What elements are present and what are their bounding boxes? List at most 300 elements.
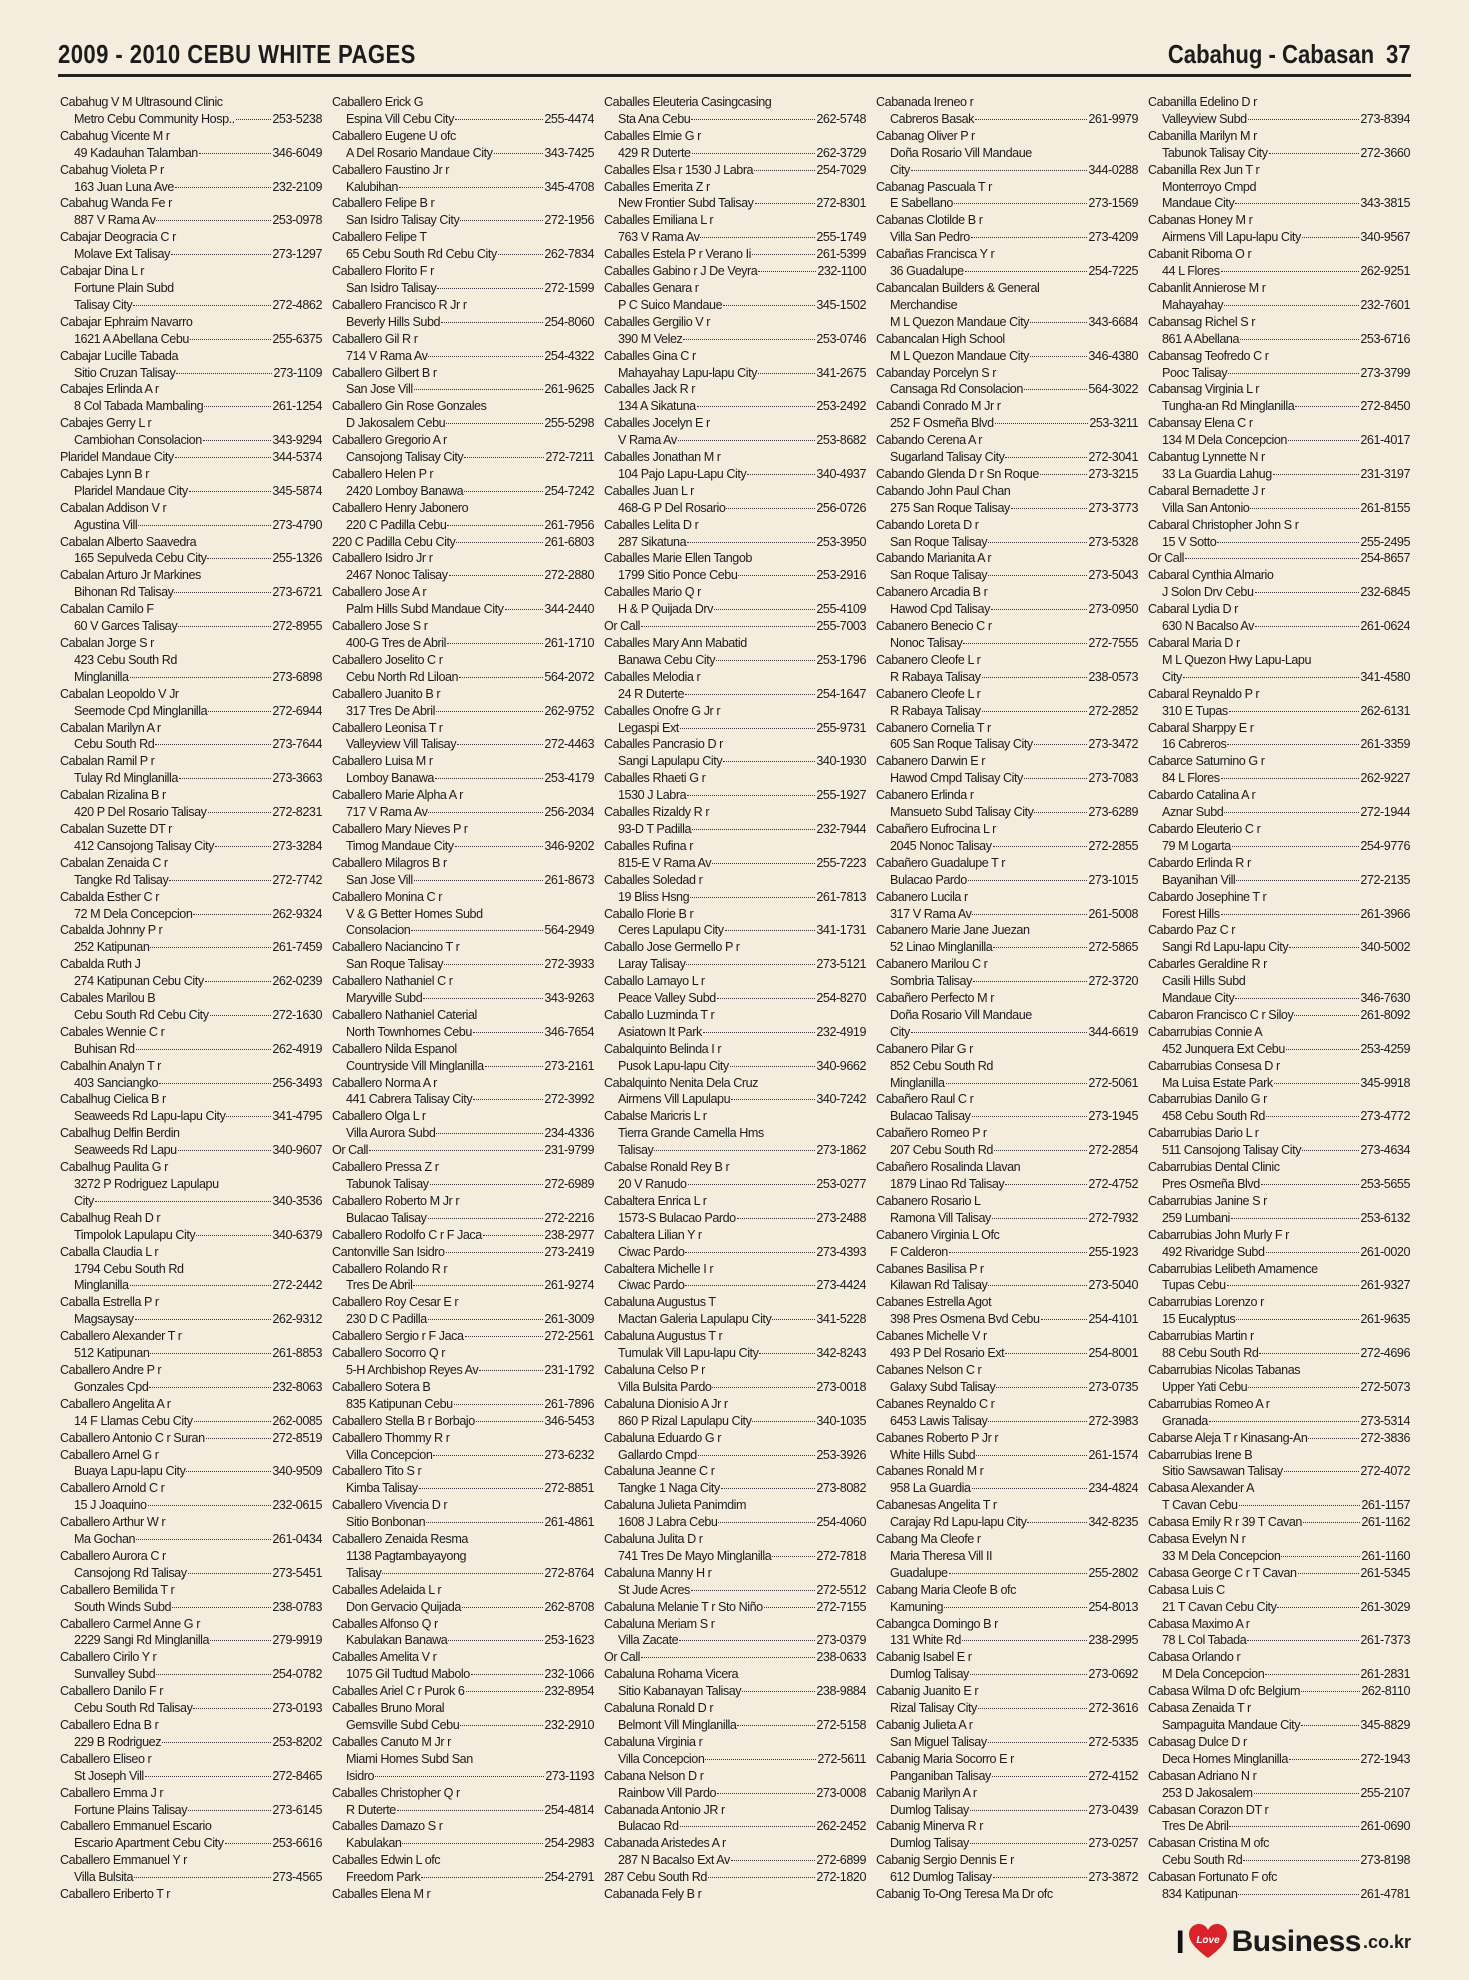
dot-leader — [455, 845, 544, 847]
listing-address: Buaya Lapu-lapu City — [74, 1464, 186, 1479]
listing-line — [332, 1277, 594, 1294]
listing-line — [1148, 111, 1410, 128]
phone-number: 273-8198 — [1360, 1853, 1410, 1868]
phone-number: 279-9919 — [272, 1633, 322, 1648]
dot-leader — [414, 879, 544, 881]
listing-entry — [876, 1531, 1138, 1582]
listing-name: Caballes Lelita D r — [604, 517, 699, 532]
listing-line — [332, 922, 594, 939]
listing-line — [332, 381, 594, 398]
phone-number: 272-6944 — [272, 703, 322, 718]
listing-line — [1148, 1176, 1410, 1193]
listing-entry — [332, 534, 594, 551]
dot-leader — [1221, 270, 1360, 272]
dot-leader — [498, 253, 544, 255]
phone-number — [816, 1903, 866, 1904]
listing-line — [604, 1210, 866, 1227]
phone-number: 232-0615 — [272, 1498, 322, 1513]
listing-line — [876, 804, 1138, 821]
dot-leader — [685, 1251, 815, 1253]
listing-address: Kimba Talisay — [346, 1481, 418, 1496]
listing-entry — [1148, 1125, 1410, 1159]
dot-leader — [1229, 710, 1360, 712]
listing-line — [332, 1227, 594, 1244]
listing-entry — [332, 1700, 594, 1734]
dot-leader — [1269, 152, 1360, 154]
listing-address: 400-G Tres de Abril — [346, 636, 446, 650]
dot-leader — [483, 1234, 544, 1236]
dot-leader — [226, 1115, 271, 1117]
listing-entry — [60, 1430, 322, 1447]
listing-address: 2420 Lomboy Banawa — [346, 483, 464, 498]
phone-number: 254-4814 — [544, 1802, 594, 1817]
phone-number: 253-8202 — [272, 1734, 322, 1749]
listing-name: Cantonville San Isidro — [332, 1244, 445, 1259]
listing-address: 275 San Roque Talisay — [890, 500, 1010, 515]
listing-entry — [1148, 1447, 1410, 1481]
listing-line — [604, 889, 866, 906]
listing-address: Bulacao Talisay — [890, 1109, 971, 1124]
listing-line — [604, 855, 866, 872]
listing-line — [332, 956, 594, 973]
listing-line — [1148, 1751, 1410, 1768]
phone-number: 273-5328 — [1088, 534, 1138, 549]
phone-number: 262-7834 — [544, 247, 594, 262]
listing-address: Tumulak Vill Lapu-lapu City — [618, 1346, 759, 1361]
phone-number: 238-0783 — [272, 1599, 322, 1614]
listing-name: Cabañero Guadalupe T r — [876, 855, 1005, 870]
dot-leader — [737, 1724, 815, 1726]
listing-address: V & G Better Homes Subd — [346, 906, 483, 921]
listing-entry — [1148, 1480, 1410, 1514]
listing-address: Tres De Abril — [1162, 1819, 1229, 1834]
listing-name: Cabanero Rosario L — [876, 1193, 981, 1208]
phone-number: 261-7373 — [1360, 1633, 1410, 1648]
listing-entry — [604, 1227, 866, 1261]
listing-address: Villa San Antonio — [1162, 500, 1250, 515]
phone-number: 342-8243 — [816, 1346, 866, 1361]
listing-entry — [1148, 787, 1410, 821]
listing-entry — [332, 686, 594, 720]
listing-line — [1148, 1852, 1410, 1869]
listing-entry — [60, 889, 322, 923]
listing-line — [876, 1768, 1138, 1785]
listing-line — [332, 1328, 594, 1345]
listing-line — [604, 1058, 866, 1075]
phone-number: 272-2216 — [544, 1210, 594, 1225]
dot-leader — [1240, 338, 1359, 340]
listing-line — [332, 449, 594, 466]
listing-line — [60, 111, 322, 128]
listing-line — [604, 922, 866, 939]
listing-name: Caballes Mary Ann Mabatid — [604, 636, 747, 650]
dot-leader — [428, 1217, 544, 1219]
listing-entry — [332, 720, 594, 754]
listing-line — [60, 872, 322, 889]
listing-name: Caballero Milagros B r — [332, 855, 447, 870]
listing-line — [1148, 365, 1410, 382]
listing-address: 852 Cebu South Rd — [890, 1058, 993, 1073]
listing-address: Legaspi Ext — [618, 720, 679, 735]
dot-leader — [712, 862, 815, 864]
listing-entry — [332, 1142, 594, 1159]
listing-address — [74, 1903, 132, 1904]
listing-entry — [60, 1210, 322, 1244]
listing-name: Cabasan Fortunato F ofc — [1148, 1870, 1277, 1885]
phone-number: 273-4565 — [272, 1870, 322, 1885]
listing-address: Banawa Cebu City — [618, 652, 716, 667]
phone-number: 273-5121 — [816, 957, 866, 972]
dot-leader — [687, 541, 815, 543]
listing-entry — [876, 128, 1138, 179]
phone-number: 272-4752 — [1088, 1177, 1138, 1191]
listing-address: R Rabaya Talisay — [890, 669, 981, 684]
phone-number: 273-0379 — [816, 1633, 866, 1648]
listing-line — [876, 1413, 1138, 1430]
listing-name: Cabalan Leopoldo V Jr — [60, 686, 179, 701]
dot-leader — [225, 1842, 272, 1844]
phone-number: 273-0008 — [816, 1785, 866, 1800]
phone-number: 262-8708 — [544, 1599, 594, 1614]
listing-entry — [332, 1886, 594, 1904]
listing-address: 390 M Velez — [618, 331, 683, 346]
listing-line — [876, 449, 1138, 466]
listing-line — [332, 483, 594, 500]
phone-number: 261-3009 — [544, 1312, 594, 1327]
phone-number: 345-8829 — [1360, 1718, 1410, 1732]
listing-line — [604, 1683, 866, 1700]
phone-number: 261-9625 — [544, 382, 594, 397]
listing-address: Gemsville Subd Cebu — [346, 1718, 460, 1732]
listing-line — [60, 804, 322, 821]
listing-address: Freedom Park — [346, 1870, 421, 1885]
listing-line — [1148, 550, 1410, 567]
phone-number: 273-3799 — [1360, 365, 1410, 380]
listing-entry — [60, 1616, 322, 1650]
listing-entry — [1148, 1565, 1410, 1582]
listing-line — [332, 1396, 594, 1413]
listing-line — [60, 1666, 322, 1683]
listing-name: Caballero Tito S r — [332, 1464, 422, 1479]
listing-entry — [60, 1058, 322, 1092]
listing-line — [1148, 1277, 1410, 1294]
listing-entry — [332, 94, 594, 128]
listing-name: Cabando Loreta D r — [876, 517, 979, 532]
dot-leader — [464, 456, 544, 458]
listing-name: Caballero Norma A r — [332, 1075, 437, 1090]
listing-line — [604, 787, 866, 804]
listing-line — [332, 348, 594, 365]
listing-name: Cabañero Rosalinda Llavan — [876, 1160, 1021, 1175]
listing-address: Sitio Cruzan Talisay — [74, 365, 176, 380]
listing-address: 763 V Rama Av — [618, 230, 700, 245]
listing-name: Caballero Jose A r — [332, 585, 427, 600]
dot-leader — [988, 541, 1087, 543]
listing-address: V Rama Av — [618, 433, 677, 448]
dot-leader — [1248, 1386, 1359, 1388]
listing-entry — [876, 990, 1138, 1041]
phone-number: 232-8063 — [272, 1379, 322, 1394]
listing-name: Caballes Gergilio V r — [604, 314, 711, 329]
phone-number: 273-1193 — [545, 1768, 594, 1783]
phone-number: 273-6145 — [272, 1802, 322, 1817]
listing-address: 1608 J Labra Cebu — [618, 1515, 718, 1530]
phone-number: 272-8301 — [816, 196, 866, 211]
dot-leader — [150, 946, 271, 948]
listing-entry — [876, 1751, 1138, 1785]
listing-line — [1148, 1108, 1410, 1125]
listing-address: Laray Talisay — [618, 957, 686, 972]
listing-name: Cabalda Ruth J — [60, 957, 141, 972]
listing-name: Caballes Soledad r — [604, 872, 703, 887]
dot-leader — [421, 1876, 543, 1878]
phone-number — [544, 1903, 594, 1904]
phone-number: 346-7630 — [1360, 991, 1410, 1006]
listing-name: Caballero Socorro Q r — [332, 1346, 446, 1361]
listing-line — [60, 398, 322, 415]
dot-leader — [1228, 372, 1359, 374]
dot-leader — [685, 1284, 815, 1286]
listing-address: Kabulakan — [346, 1836, 402, 1851]
dot-leader — [1034, 743, 1088, 745]
phone-number: 341-4795 — [272, 1109, 322, 1124]
dot-leader — [1301, 1690, 1360, 1692]
listing-address: Kabulakan Banawa — [346, 1633, 448, 1648]
phone-number: 254-8270 — [816, 991, 866, 1006]
dot-leader — [149, 1386, 271, 1388]
listing-address: Tabunok Talisay — [346, 1177, 429, 1191]
listing-address: Fortune Plains Talisay — [74, 1802, 188, 1817]
listing-address: 36 Guadalupe — [890, 264, 964, 279]
phone-number: 273-6898 — [272, 669, 322, 684]
listing-address: 8 Col Tabada Mambaling — [74, 399, 204, 414]
phone-number: 262-5748 — [816, 111, 866, 126]
listing-entry — [60, 1362, 322, 1396]
listing-name: Cabantug Lynnette N r — [1148, 450, 1265, 465]
listing-line — [604, 1903, 866, 1904]
listing-address: 1573-S Bulacao Pardo — [618, 1210, 736, 1225]
listing-line — [604, 567, 866, 584]
listing-address: Bayanihan Vill — [1162, 872, 1236, 887]
listing-name: Cabalan Camilo F — [60, 602, 154, 617]
dot-leader — [972, 1487, 1088, 1489]
listing-line — [604, 534, 866, 551]
listing-name: 220 C Padilla Cebu City — [332, 534, 456, 549]
phone-number: 340-9662 — [816, 1058, 866, 1073]
listing-line — [60, 1345, 322, 1362]
listing-address: M L Quezon Hwy Lapu-Lapu — [1162, 652, 1312, 667]
listing-name: Caballes Emiliana L r — [604, 213, 714, 228]
listing-line — [332, 1142, 594, 1159]
listing-line — [60, 1565, 322, 1582]
listing-name: Cabarrubias Lelibeth Amamence — [1148, 1261, 1318, 1276]
listing-name: Cabanes Estrella Agot — [876, 1295, 992, 1310]
listing-address: Minglanilla — [890, 1075, 945, 1090]
listing-name: Caballes Jack R r — [604, 382, 696, 397]
listing-name: Cabalan Marilyn A r — [60, 720, 161, 735]
listing-entry — [332, 1294, 594, 1328]
listing-line — [60, 1041, 322, 1058]
listing-address: M Dela Concepcion — [1162, 1667, 1265, 1682]
listing-address: St Joseph Vill — [74, 1768, 144, 1783]
listing-address: San Roque Talisay — [890, 534, 988, 549]
phone-number: 261-1160 — [1361, 1548, 1410, 1563]
directory-title: 2009 - 2010 CEBU WHITE PAGES — [58, 39, 416, 69]
phone-number: 234-4824 — [1088, 1481, 1138, 1496]
dot-leader — [473, 1098, 543, 1100]
logo-heart-text: Love — [1195, 1935, 1220, 1946]
phone-number: 272-3992 — [544, 1092, 594, 1107]
dot-leader — [444, 963, 543, 965]
logo-i: I — [1175, 1923, 1185, 1960]
listing-address: Escario Apartment Cebu City — [74, 1836, 224, 1851]
dot-leader — [419, 1487, 544, 1489]
dot-leader — [210, 1014, 272, 1016]
listing-entry — [1148, 1328, 1410, 1362]
dot-leader — [208, 710, 271, 712]
listing-entry — [332, 1497, 594, 1531]
listing-entry — [604, 635, 866, 669]
listing-entry — [1148, 128, 1410, 162]
listing-entry — [1148, 855, 1410, 889]
listing-entry — [332, 1075, 594, 1109]
listing-entry — [604, 1835, 866, 1869]
listing-address: 131 White Rd — [890, 1633, 961, 1648]
listing-line — [60, 483, 322, 500]
dot-leader — [747, 473, 815, 475]
listing-name: Cabajes Erlinda A r — [60, 382, 159, 397]
listing-name: Caballes Elena M r — [332, 1887, 431, 1902]
dot-leader — [946, 1082, 1088, 1084]
phone-number: 254-1647 — [816, 686, 866, 701]
listing-entry — [604, 703, 866, 737]
listing-name: Cabarrubias Irene B — [1148, 1447, 1253, 1462]
listing-address: San Isidro Talisay City — [346, 213, 460, 228]
listing-address: Agustina Vill — [74, 517, 138, 532]
listing-name: Cabañas Francisca Y r — [876, 247, 995, 262]
listing-entry — [604, 1328, 866, 1362]
listing-line — [604, 1632, 866, 1649]
phone-number: 272-5073 — [1360, 1379, 1410, 1394]
listing-address: 441 Cabrera Talisay City — [346, 1092, 473, 1107]
listing-line — [60, 703, 322, 720]
listing-name: Cabanes Roberto P Jr r — [876, 1430, 999, 1445]
listing-line — [332, 1210, 594, 1227]
listing-name: Cabanilla Edelino D r — [1148, 95, 1257, 109]
logo-word: Business — [1231, 1925, 1361, 1958]
listing-line — [1148, 1632, 1410, 1649]
listing-name: Cabanero Pilar G r — [876, 1041, 973, 1056]
dot-leader — [708, 1876, 815, 1878]
listing-line — [332, 1125, 594, 1142]
dot-leader — [426, 1521, 543, 1523]
listing-address: Don Gervacio Quijada — [346, 1599, 461, 1614]
listing-line — [876, 162, 1138, 179]
listing-entry — [60, 128, 322, 162]
listing-line — [1148, 1717, 1410, 1734]
dot-leader — [188, 1809, 271, 1811]
phone-number: 254-4060 — [816, 1515, 866, 1530]
dot-leader — [714, 608, 815, 610]
listing-line — [332, 736, 594, 753]
dot-leader — [754, 169, 815, 171]
dot-leader — [1294, 1014, 1359, 1016]
listing-address: 6453 Lawis Talisay — [890, 1413, 988, 1428]
listing-name: Cabaltera Michelle I r — [604, 1261, 714, 1276]
listing-line — [332, 1244, 594, 1261]
listing-entry — [1148, 1007, 1410, 1024]
listing-name: Caballes Bruno Moral — [332, 1701, 445, 1716]
listing-line — [876, 1514, 1138, 1531]
listing-name: Cabanas Honey M r — [1148, 213, 1253, 228]
listing-address: 612 Dumlog Talisay — [890, 1870, 992, 1885]
listing-address: Tulay Rd Minglanilla — [74, 771, 178, 786]
phone-number: 272-1599 — [544, 280, 594, 295]
listing-name: Cabanlit Annierose M r — [1148, 280, 1266, 295]
dot-leader — [1027, 1521, 1087, 1523]
listing-name: Caballes Rufina r — [604, 838, 693, 853]
listing-entry — [604, 314, 866, 348]
listing-line — [604, 990, 866, 1007]
dot-leader — [505, 608, 544, 610]
dot-leader — [448, 1639, 543, 1641]
dot-leader — [459, 676, 543, 678]
listing-line — [604, 686, 866, 703]
phone-number: 272-2135 — [1360, 872, 1410, 887]
listing-entry — [60, 162, 322, 196]
dot-leader — [435, 777, 543, 779]
listing-line — [60, 1768, 322, 1785]
listing-address: 310 E Tupas — [1162, 703, 1228, 718]
listing-address: Cebu North Rd Liloan — [346, 669, 459, 684]
listing-address: North Townhomes Cebu — [346, 1024, 472, 1039]
listing-name: Cabasa Alexander A — [1148, 1481, 1255, 1496]
listing-name: Caballero Aurora C r — [60, 1548, 166, 1563]
listing-name: Caballes Damazo S r — [332, 1819, 443, 1834]
listing-name: Cabahug Violeta P r — [60, 162, 164, 177]
listing-name: Cabandi Conrado M Jr r — [876, 399, 1001, 414]
listing-line — [1148, 1565, 1410, 1582]
listing-line — [604, 263, 866, 280]
listing-entry — [1148, 1227, 1410, 1261]
phone-number: 255-1923 — [1088, 1244, 1138, 1259]
dot-leader — [723, 760, 815, 762]
listing-address: 468-G P Del Rosario — [618, 500, 726, 515]
listing-address: 78 L Col Tabada — [1162, 1633, 1247, 1648]
listing-address: 511 Cansojong Talisay City — [1162, 1143, 1302, 1158]
listing-address: Plaridel Mandaue City — [74, 483, 188, 498]
listing-name: Cabanit Riboma O r — [1148, 247, 1252, 262]
phone-number: 273-1569 — [1088, 196, 1138, 211]
listing-line — [604, 246, 866, 263]
listing-address: Metro Cebu Community Hosp.. — [74, 111, 235, 126]
listing-line — [60, 331, 322, 348]
listing-entry — [604, 973, 866, 1007]
dot-leader — [1239, 1504, 1361, 1506]
listing-name: Or Call — [332, 1143, 369, 1158]
phone-number: 273-2419 — [544, 1244, 594, 1259]
phone-number: 254-4101 — [1088, 1312, 1138, 1327]
dot-leader — [738, 574, 815, 576]
dot-leader — [1217, 541, 1359, 543]
listing-address: 403 Sanciangko — [74, 1075, 159, 1090]
phone-number: 261-3029 — [1360, 1599, 1410, 1614]
listing-entry — [604, 1616, 866, 1650]
listing-line — [60, 939, 322, 956]
listing-name: Cabardo Eleuterio C r — [1148, 821, 1261, 836]
listing-name: Cabajar Lucille Tabada — [60, 348, 178, 363]
dot-leader — [641, 625, 815, 627]
